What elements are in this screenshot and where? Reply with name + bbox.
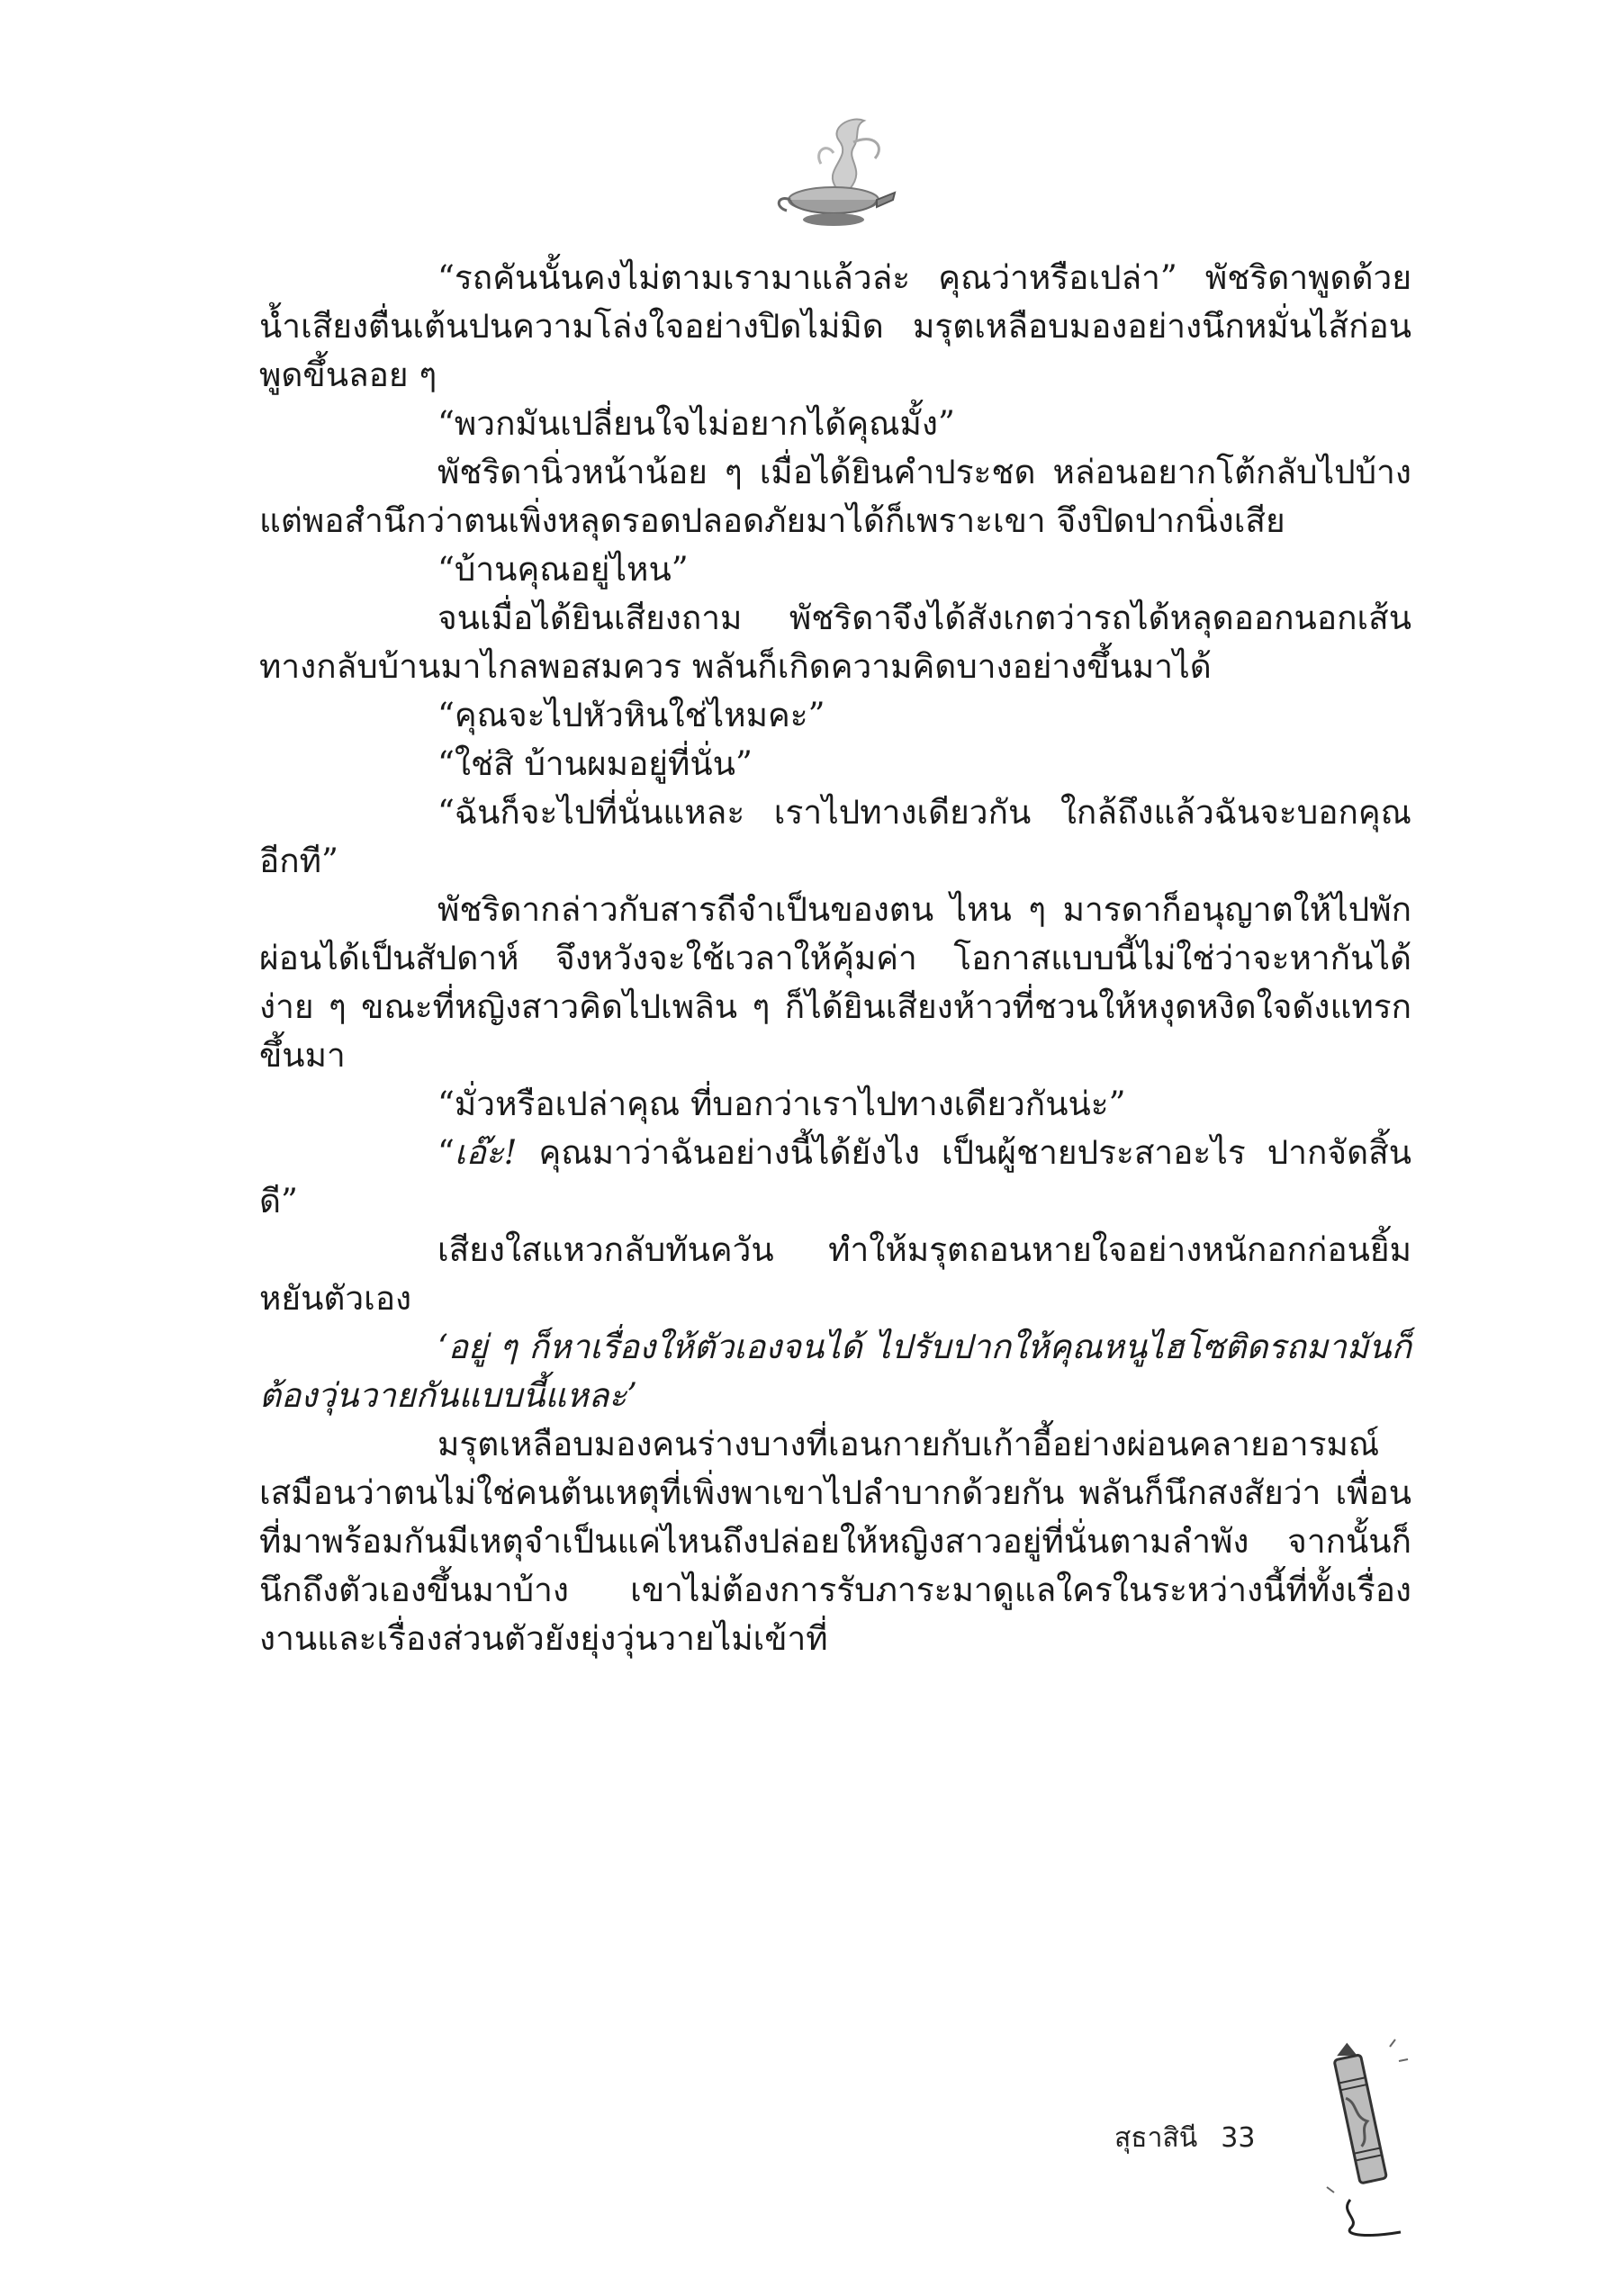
quote-open: “: [437, 1133, 455, 1172]
crayon-icon: [1314, 2036, 1413, 2243]
paragraph-rest: คุณมาว่าฉันอย่างนี้ได้ยังไง เป็นผู้ชายประสาอะไร ปากจัดสิ้นดี”: [259, 1133, 1411, 1220]
paragraph: พัชริดานิ่วหน้าน้อย ๆ เมื่อได้ยินคำประชด หล่อนอยากโต้กลับไปบ้าง แต่พอสำนึกว่าตนเพิ่งหลุดรอดปลอดภัยมาได้ก็เพราะเขา จึงปิดปากนิ่งเสีย: [259, 453, 1411, 540]
paragraph: พัชริดากล่าวกับสารถีจำเป็นของตน ไหน ๆ มารดาก็อนุญาตให้ไปพักผ่อนได้เป็นสัปดาห์ จึงหวังจะใช้เวลาให้คุ้มค่า โอกาสแบบนี้ไม่ใช่ว่าจะหากันได้ง่าย ๆ ขณะที่หญิงสาวคิดไปเพลิน ๆ ก็ได้ยินเสียงห้าวที่ชวนให้หงุดหงิดใจดังแทรกขึ้นมา: [259, 890, 1411, 1075]
italic-thought: ‘อยู่ ๆ ก็หาเรื่องให้ตัวเองจนได้ ไปรับปากให้คุณหนูไฮโซติดรถมามันก็ต้องวุ่นวายกันแบบนี้แหละ’: [259, 1328, 1411, 1415]
paragraph: “รถคันนั้นคงไม่ตามเรามาแล้วล่ะ คุณว่าหรือเปล่า” พัชริดาพูดด้วยน้ำเสียงตื่นเต้นปนความโล่งใจอย่างปิดไม่มิด มรุตเหลือบมองอย่างนึกหมั่นไส้ก่อนพูดขึ้นลอย ๆ: [259, 258, 1411, 394]
dialogue-line: “คุณจะไปหัวหินใช่ไหมคะ”: [437, 696, 825, 734]
paragraph-mixed: [259, 1129, 1411, 1226]
dialogue-line: “พวกมันเปลี่ยนใจไม่อยากได้คุณมั้ง”: [437, 404, 955, 443]
lamp-icon: [767, 106, 898, 232]
footer-author: สุธาสินี: [1114, 2122, 1198, 2154]
page-number: 33: [1221, 2122, 1256, 2154]
paragraph: เสียงใสแหวกลับทันควัน ทำให้มรุตถอนหายใจอย่างหนักอกก่อนยิ้มหยันตัวเอง: [259, 1230, 1411, 1318]
paragraph: จนเมื่อได้ยินเสียงถาม พัชริดาจึงได้สังเกตว่ารถได้หลุดออกนอกเส้นทางกลับบ้านมาไกลพอสมควร พลันก็เกิดความคิดบางอย่างขึ้นมาได้: [259, 599, 1411, 686]
paragraph: “ฉันก็จะไปที่นั่นแหละ เราไปทางเดียวกัน ใกล้ถึงแล้วฉันจะบอกคุณอีกที”: [259, 793, 1411, 880]
paragraph: มรุตเหลือบมองคนร่างบางที่เอนกายกับเก้าอี้อย่างผ่อนคลายอารมณ์ เสมือนว่าตนไม่ใช่คนต้นเหตุที่เพิ่งพาเขาไปลำบากด้วยกัน พลันก็นึกสงสัยว่า เพื่อนที่มาพร้อมกันมีเหตุจำเป็นแค่ไหนถึงปล่อยให้หญิงสาวอยู่ที่นั่นตามลำพัง จากนั้นก็นึกถึงตัวเองขึ้นมาบ้าง เขาไม่ต้องการรับภาระมาดูแลใครในระหว่างนี้ที่ทั้งเรื่องงานและเรื่องส่วนตัวยังยุ่งวุ่นวายไม่เข้าที่: [259, 1425, 1411, 1658]
dialogue-line: “ใช่สิ บ้านผมอยู่ที่นั่น”: [437, 744, 753, 783]
dialogue-line: “มั่วหรือเปล่าคุณ ที่บอกว่าเราไปทางเดียวกันน่ะ”: [437, 1085, 1126, 1123]
body-text: [259, 254, 1411, 1663]
italic-exclamation: เอ๊ะ!: [454, 1133, 518, 1172]
dialogue-line: “บ้านคุณอยู่ไหน”: [437, 550, 689, 589]
page-footer: [1114, 2117, 1255, 2159]
